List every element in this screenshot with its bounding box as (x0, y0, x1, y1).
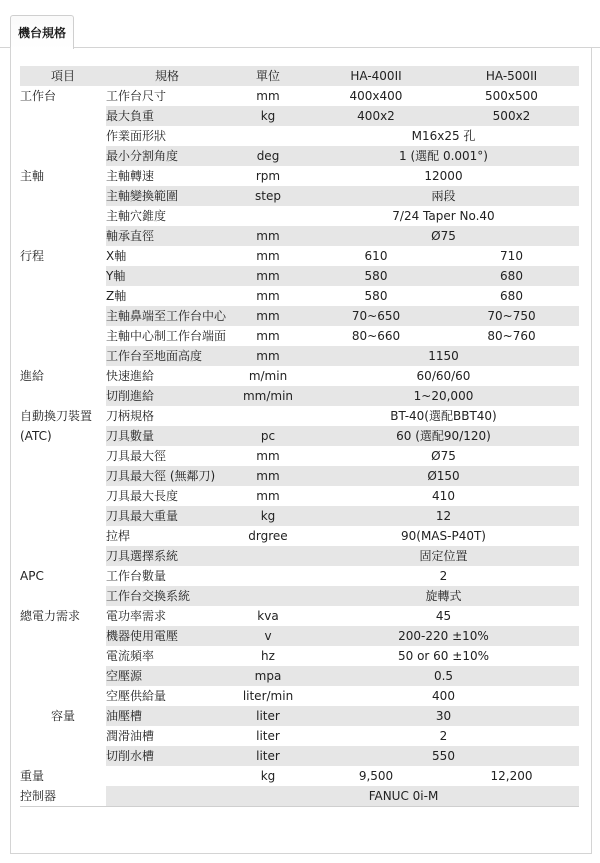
row-item: 工作台數量 (106, 569, 167, 583)
row-unit: rpm (255, 169, 281, 183)
row-item: 刀具數量 (106, 426, 228, 446)
row-value-model-1: 610 (364, 249, 388, 263)
row-unit: hz (261, 649, 275, 663)
table-row (20, 246, 579, 266)
row-item: Y軸 (106, 266, 228, 286)
row-value-model-1: 580 (308, 266, 444, 286)
row-unit: kg (228, 506, 308, 526)
row-value-shared: 50 or 60 ±10% (398, 649, 489, 663)
row-value-shared: 2 (439, 569, 448, 583)
row-item: 空壓供給量 (106, 689, 167, 703)
row-value-model-2: 500x500 (485, 89, 538, 103)
row-unit (228, 206, 308, 226)
row-category (20, 346, 106, 366)
row-unit: liter (256, 729, 280, 743)
row-value-model-1: 9,500 (358, 769, 394, 783)
row-value-shared: Ø75 (308, 226, 579, 246)
row-category (20, 286, 106, 306)
row-unit (228, 546, 308, 566)
row-unit: liter (228, 706, 308, 726)
row-value-model-2: 12,200 (490, 769, 533, 783)
row-category (20, 486, 106, 506)
row-item: 切削進給 (106, 386, 228, 406)
table-row (20, 306, 579, 326)
row-unit: mm (256, 89, 280, 103)
row-category: 容量 (20, 706, 106, 726)
header-unit: 單位 (228, 66, 308, 86)
row-value-model-1: 70~650 (308, 306, 444, 326)
row-category (20, 546, 106, 566)
row-category: 主軸 (20, 169, 45, 183)
row-unit: mm (256, 289, 280, 303)
row-category (20, 146, 106, 166)
row-unit: mm (228, 266, 308, 286)
row-category (20, 586, 106, 606)
row-value-shared: 1 (選配 0.001°) (308, 146, 579, 166)
row-value-model-2: 80~760 (487, 329, 536, 343)
row-unit: mm (256, 249, 280, 263)
row-unit: mm (256, 449, 280, 463)
row-category: 重量 (20, 769, 45, 783)
row-item: 工作台至地面高度 (106, 346, 228, 366)
row-item: 機器使用電壓 (106, 626, 228, 646)
header-model-1: HA-400II (308, 66, 444, 86)
row-item: 快速進給 (106, 369, 155, 383)
row-item (106, 766, 228, 786)
row-value-shared: 60 (選配90/120) (308, 426, 579, 446)
row-item: 空壓源 (106, 666, 228, 686)
table-row (20, 226, 579, 246)
row-value-shared: 7/24 Taper No.40 (392, 209, 495, 223)
row-value-shared: 固定位置 (308, 546, 579, 566)
table-row (20, 606, 579, 626)
row-unit: mm (228, 226, 308, 246)
row-unit: drgree (248, 529, 288, 543)
table-row (20, 386, 579, 406)
row-value-shared: 兩段 (308, 186, 579, 206)
row-category (20, 446, 106, 466)
row-category: 工作台 (20, 89, 57, 103)
table-row (20, 746, 579, 766)
table-row (20, 406, 579, 426)
row-item: 刀具最大徑 (無鄰刀) (106, 466, 228, 486)
row-category (20, 526, 106, 546)
row-value-shared: FANUC 0i-M (228, 786, 579, 807)
row-value-model-1: 580 (364, 289, 388, 303)
tab-machine-specs[interactable]: 機台規格 (10, 15, 74, 49)
row-category (20, 646, 106, 666)
row-value-model-2: 70~750 (444, 306, 579, 326)
row-category (20, 746, 106, 766)
row-item: 刀具最大徑 (106, 449, 167, 463)
row-category (20, 506, 106, 526)
table-row (20, 126, 579, 146)
row-category: APC (20, 569, 44, 583)
row-value-model-2: 680 (500, 289, 523, 303)
row-unit: pc (228, 426, 308, 446)
row-unit: mm (228, 306, 308, 326)
row-value-shared: 1150 (308, 346, 579, 366)
row-item: 刀具最大長度 (106, 489, 179, 503)
row-value-model-2: 710 (500, 249, 523, 263)
row-unit: liter/min (242, 689, 294, 703)
row-item: 刀柄規格 (106, 409, 155, 423)
row-value-model-1: 80~660 (351, 329, 401, 343)
row-unit: mm (228, 466, 308, 486)
row-value-shared: 1~20,000 (308, 386, 579, 406)
row-item: 電流頻率 (106, 649, 155, 663)
row-value-model-1: 400x2 (308, 106, 444, 126)
row-unit: kg (228, 106, 308, 126)
table-row (20, 666, 579, 686)
table-row (20, 86, 579, 106)
row-value-shared: 12000 (424, 169, 463, 183)
row-item: 刀具選擇系統 (106, 546, 228, 566)
row-unit: m/min (248, 369, 288, 383)
row-item: 拉桿 (106, 529, 131, 543)
row-category (20, 626, 106, 646)
row-category (20, 226, 106, 246)
row-unit: deg (228, 146, 308, 166)
row-unit: step (228, 186, 308, 206)
row-unit: mm (228, 346, 308, 366)
spec-table-body (20, 66, 579, 807)
table-row (20, 546, 579, 566)
row-value-shared: 60/60/60 (416, 369, 471, 383)
row-item: 電功率需求 (106, 609, 167, 623)
row-unit: mpa (228, 666, 308, 686)
row-value-shared: 30 (308, 706, 579, 726)
row-unit: v (228, 626, 308, 646)
row-item: 工作台尺寸 (106, 89, 167, 103)
row-value-shared: BT-40(選配BBT40) (390, 409, 497, 423)
row-category (20, 186, 106, 206)
row-value-shared: M16x25 孔 (411, 129, 476, 143)
table-row (20, 206, 579, 226)
row-category (20, 466, 106, 486)
row-category: 自動換刀裝置 (20, 409, 93, 423)
row-category: 行程 (20, 249, 45, 263)
table-row (20, 566, 579, 586)
row-item: 主軸穴錐度 (106, 209, 167, 223)
row-category (20, 386, 106, 406)
row-item (106, 786, 228, 807)
row-unit (228, 406, 308, 426)
table-row (20, 726, 579, 746)
table-row (20, 326, 579, 346)
table-row (20, 266, 579, 286)
row-category: 總電力需求 (20, 609, 81, 623)
row-item: 軸承直徑 (106, 226, 228, 246)
row-category (20, 206, 106, 226)
row-item: 切削水槽 (106, 746, 228, 766)
table-row (20, 426, 579, 446)
table-row (20, 286, 579, 306)
row-item: 主軸變換範圍 (106, 186, 228, 206)
table-row (20, 346, 579, 366)
table-row (20, 486, 579, 506)
row-item: 主軸中心制工作台端面 (106, 329, 227, 343)
row-unit: mm/min (228, 386, 308, 406)
table-row (20, 526, 579, 546)
row-unit: kva (257, 609, 279, 623)
row-value-model-2: 500x2 (444, 106, 579, 126)
table-row (20, 106, 579, 126)
row-value-model-2: 680 (444, 266, 579, 286)
header-model-2: HA-500II (444, 66, 579, 86)
table-row (20, 186, 579, 206)
table-row (20, 506, 579, 526)
row-value-shared: 550 (308, 746, 579, 766)
row-category (20, 126, 106, 146)
row-category: 控制器 (20, 786, 106, 807)
row-item: 最小分割角度 (106, 146, 228, 166)
row-unit: kg (260, 769, 276, 783)
row-item: 油壓槽 (106, 706, 228, 726)
row-item: Z軸 (106, 289, 127, 303)
row-item: 工作台交換系統 (106, 586, 228, 606)
row-unit (228, 586, 308, 606)
table-row (20, 446, 579, 466)
row-value-shared: Ø75 (431, 449, 456, 463)
row-item: X軸 (106, 249, 127, 263)
row-unit (228, 566, 308, 586)
row-category (20, 726, 106, 746)
table-row (20, 166, 579, 186)
row-value-shared: 200-220 ±10% (308, 626, 579, 646)
row-category (20, 666, 106, 686)
row-item: 刀具最大重量 (106, 506, 228, 526)
table-row (20, 786, 579, 807)
row-unit (228, 126, 308, 146)
table-header-row (20, 66, 579, 86)
header-category: 項目 (20, 66, 106, 86)
table-row (20, 706, 579, 726)
table-row (20, 766, 579, 786)
row-category: (ATC) (20, 426, 106, 446)
row-unit: liter (228, 746, 308, 766)
row-item: 作業面形狀 (106, 129, 167, 143)
row-item: 最大負重 (106, 106, 228, 126)
tab-strip (0, 0, 600, 48)
row-unit: mm (256, 329, 280, 343)
table-row (20, 626, 579, 646)
table-row (20, 686, 579, 706)
row-category: 進給 (20, 369, 45, 383)
table-row (20, 366, 579, 386)
spec-table (20, 66, 579, 807)
row-category (20, 326, 106, 346)
row-value-model-1: 400x400 (349, 89, 403, 103)
row-unit: mm (256, 489, 280, 503)
row-item: 主軸鼻端至工作台中心 (106, 306, 228, 326)
row-value-shared: 12 (308, 506, 579, 526)
row-value-shared: 45 (435, 609, 452, 623)
row-category (20, 106, 106, 126)
row-category (20, 266, 106, 286)
header-item: 規格 (106, 66, 228, 86)
row-value-shared: 0.5 (308, 666, 579, 686)
table-row (20, 146, 579, 166)
row-category (20, 306, 106, 326)
row-category (20, 686, 106, 706)
row-value-shared: 2 (439, 729, 448, 743)
row-item: 主軸轉速 (106, 169, 155, 183)
row-value-shared: 旋轉式 (308, 586, 579, 606)
row-value-shared: 410 (432, 489, 455, 503)
table-row (20, 646, 579, 666)
table-row (20, 586, 579, 606)
table-row (20, 466, 579, 486)
row-value-shared: Ø150 (308, 466, 579, 486)
row-value-shared: 400 (432, 689, 455, 703)
row-item: 潤滑油槽 (106, 729, 155, 743)
row-value-shared: 90(MAS-P40T) (401, 529, 486, 543)
